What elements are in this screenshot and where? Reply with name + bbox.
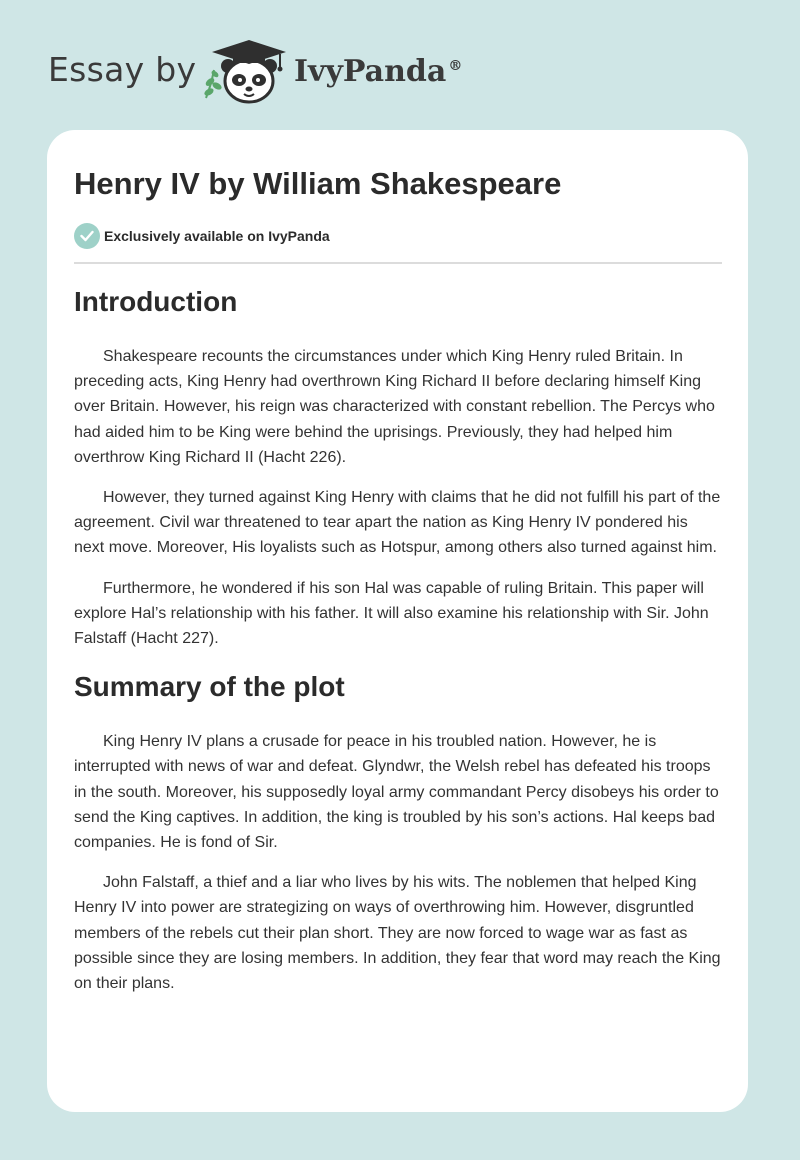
paragraph: Shakespeare recounts the circumstances under which King Henry ruled Britain. In preceding acts, King Henry had overthrown King Richard II before declaring himself King over Britain. However, his reign was characterized with constant rebellion. The Percys who had aided him to be King were behind the uprisings. Previously, they had helped him overthrow King Richard II (Hacht 226). bbox=[74, 348, 715, 466]
check-badge-icon bbox=[74, 223, 100, 249]
exclusive-label: Exclusively available on IvyPanda bbox=[104, 228, 330, 244]
paragraph: However, they turned against King Henry with claims that he did not fulfill his part of the agreement. Civil war threatened to tear apart the nation as King Henry IV pondered his next move. Moreover, His loyalists such as Hotspur, among others also turned against him. bbox=[74, 489, 721, 557]
essay-by-label: Essay by bbox=[48, 50, 197, 89]
paragraph: Furthermore, he wondered if his son Hal was capable of ruling Britain. This paper will explore Hal’s relationship with his father. It will also examine his relationship with Sir. John Falstaff (Hacht 227). bbox=[74, 579, 709, 648]
section-heading: Summary of the plot bbox=[74, 671, 345, 703]
brand-name[interactable]: IvyPanda ® bbox=[294, 54, 463, 89]
title-divider bbox=[74, 262, 722, 264]
section-introduction bbox=[74, 284, 722, 651]
paragraph: King Henry IV plans a crusade for peace in his troubled nation. However, he is interrupted with news of war and defeat. Glyndwr, the Welsh rebel has defeated his troops in the south. Moreover, his supposedly loyal army commandant Percy disobeys his order to send the King captives. In addition, the king is troubled by his son’s actions. Hal keeps bad companies. He is fond of Sir. bbox=[74, 733, 719, 852]
site-header bbox=[48, 36, 508, 106]
section-heading: Introduction bbox=[74, 286, 238, 317]
registered-mark: ® bbox=[448, 58, 463, 74]
paragraph: John Falstaff, a thief and a liar who lives by his wits. The noblemen that helped King Henry IV into power are strategizing on ways of overthrowing him. However, disgruntled members of the rebels cut their plan short. They are now forced to wage war as fast as possible since they are losing members. In addition, they fear that word may reach the King on their plans. bbox=[74, 874, 721, 993]
exclusive-notice bbox=[74, 222, 722, 250]
essay-card bbox=[47, 130, 748, 1112]
panda-graduate-icon[interactable] bbox=[200, 36, 290, 106]
essay-title: Henry IV by William Shakespeare bbox=[74, 166, 562, 201]
section-summary bbox=[74, 669, 722, 996]
